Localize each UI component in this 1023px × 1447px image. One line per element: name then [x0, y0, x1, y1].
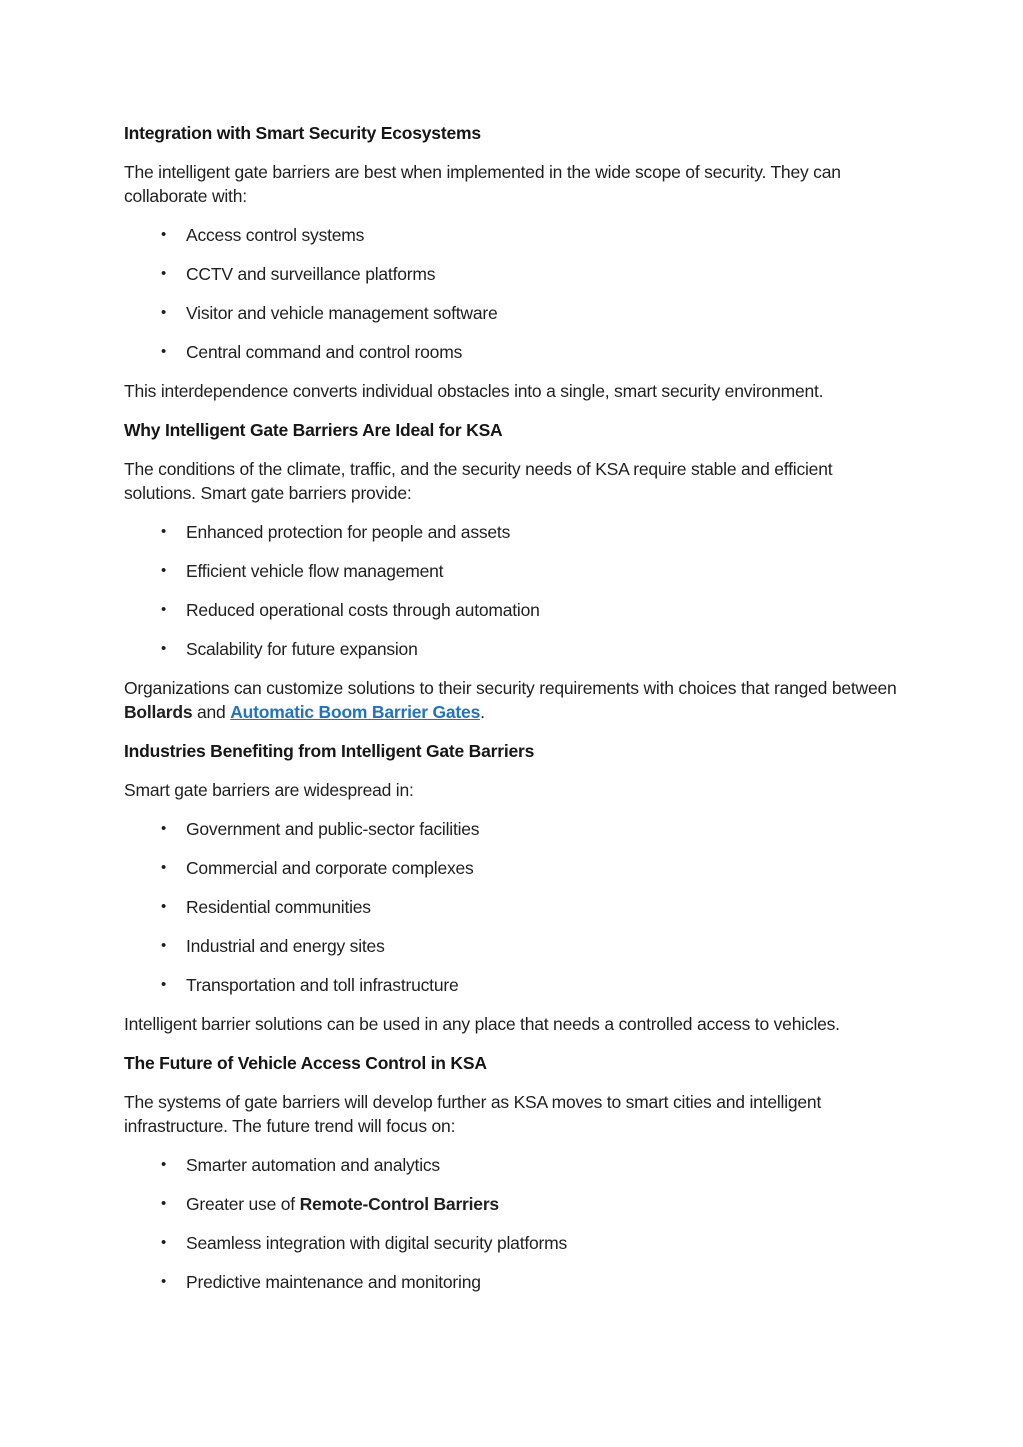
paragraph-widespread: Smart gate barriers are widespread in: [124, 780, 414, 800]
bullet-icon: • [161, 601, 167, 618]
bullet-icon: • [161, 1156, 167, 1173]
list-item [124, 262, 899, 286]
bullet-list-future-trends [124, 1153, 899, 1294]
list-item [124, 340, 899, 364]
paragraph-customize-text: . [480, 702, 485, 722]
paragraph-conditions: The conditions of the climate, traffic, and the security needs of KSA require stable and efficient solutions. Smart gate barriers provide: [124, 459, 833, 503]
list-item-text: Greater use of [186, 1194, 300, 1214]
list-item [124, 559, 899, 583]
paragraph-interdependence: This interdependence converts individual obstacles into a single, smart security environment. [124, 381, 824, 401]
bullet-list-industries [124, 817, 899, 997]
list-item [124, 973, 899, 997]
list-item-text: Government and public-sector facilities [186, 819, 480, 839]
list-item-text: Enhanced protection for people and assets [186, 522, 511, 542]
paragraph-intro: The intelligent gate barriers are best when implemented in the wide scope of security. They can collaborate with: [124, 162, 841, 206]
list-item [124, 301, 899, 325]
bullet-icon: • [161, 523, 167, 540]
paragraph-customize-text: Organizations can customize solutions to their security requirements with choices that ranged between [124, 678, 897, 698]
heading-industries-benefiting: Industries Benefiting from Intelligent Gate Barriers [124, 741, 535, 761]
paragraph-customize-text: and [192, 702, 231, 722]
remote-control-barriers-bold-text: Remote-Control Barriers [299, 1194, 499, 1214]
list-item [124, 1270, 899, 1294]
list-item-text: Seamless integration with digital security platforms [186, 1233, 568, 1253]
bullet-icon: • [161, 640, 167, 657]
bullet-icon: • [161, 343, 167, 360]
list-item [124, 223, 899, 247]
bullet-icon: • [161, 937, 167, 954]
list-item [124, 1153, 899, 1177]
list-item-text: Residential communities [186, 897, 371, 917]
list-item-text: Industrial and energy sites [186, 936, 385, 956]
heading-future-vehicle-access: The Future of Vehicle Access Control in KSA [124, 1053, 487, 1073]
list-item [124, 520, 899, 544]
bullet-icon: • [161, 820, 167, 837]
paragraph-future-systems: The systems of gate barriers will develop further as KSA moves to smart cities and intelligent infrastructure. The future trend will focus on: [124, 1092, 822, 1136]
paragraph-any-place: Intelligent barrier solutions can be used in any place that needs a controlled access to vehicles. [124, 1014, 840, 1034]
list-item [124, 934, 899, 958]
bullet-icon: • [161, 976, 167, 993]
automatic-boom-barrier-gates-link[interactable]: Automatic Boom Barrier Gates [230, 702, 481, 722]
list-item-text: Scalability for future expansion [186, 639, 418, 659]
list-item-text: Access control systems [186, 225, 365, 245]
bullet-icon: • [161, 859, 167, 876]
bullet-icon: • [161, 304, 167, 321]
list-item [124, 817, 899, 841]
list-item-text: Reduced operational costs through automation [186, 600, 540, 620]
list-item-text: Efficient vehicle flow management [186, 561, 444, 581]
bullet-icon: • [161, 1273, 167, 1290]
bullet-icon: • [161, 265, 167, 282]
bullet-icon: • [161, 898, 167, 915]
bullet-icon: • [161, 562, 167, 579]
heading-integration-smart-security: Integration with Smart Security Ecosystems [124, 123, 481, 143]
list-item [124, 895, 899, 919]
list-item [124, 856, 899, 880]
bullet-icon: • [161, 1234, 167, 1251]
list-item-text: CCTV and surveillance platforms [186, 264, 436, 284]
list-item [124, 598, 899, 622]
bullet-icon: • [161, 226, 167, 243]
list-item-text: Central command and control rooms [186, 342, 463, 362]
list-item [124, 637, 899, 661]
bollards-bold-text: Bollards [124, 702, 193, 722]
list-item-text: Transportation and toll infrastructure [186, 975, 459, 995]
bullet-list-collaboration [124, 223, 899, 364]
heading-why-ideal-ksa: Why Intelligent Gate Barriers Are Ideal for KSA [124, 420, 503, 440]
paragraph-customize [124, 676, 899, 724]
list-item [124, 1231, 899, 1255]
bullet-list-benefits [124, 520, 899, 661]
list-item-text: Commercial and corporate complexes [186, 858, 474, 878]
list-item [124, 1192, 899, 1216]
list-item-text: Visitor and vehicle management software [186, 303, 498, 323]
bullet-icon: • [161, 1195, 167, 1212]
list-item-text: Smarter automation and analytics [186, 1155, 440, 1175]
list-item-text: Predictive maintenance and monitoring [186, 1272, 481, 1292]
